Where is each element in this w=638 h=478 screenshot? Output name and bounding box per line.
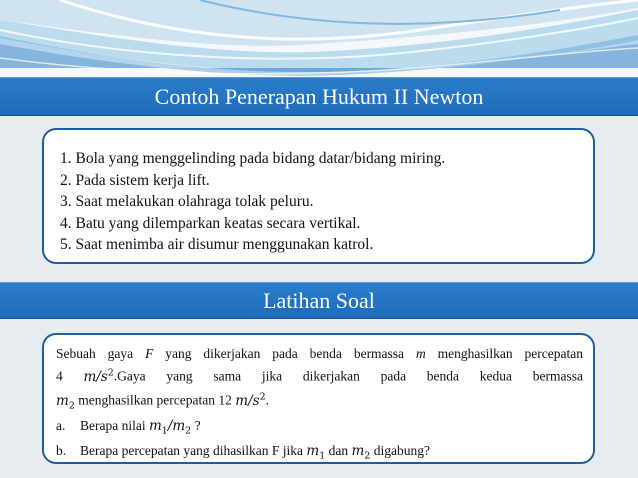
question-a: a. Berapa nilai $m_1/m_2$ ? bbox=[56, 417, 201, 437]
exercise-title: Latihan Soal bbox=[263, 287, 375, 313]
decorative-swoosh bbox=[0, 0, 638, 80]
page-title: Contoh Penerapan Hukum II Newton bbox=[154, 83, 484, 109]
list-item: 3. Saat melakukan olahraga tolak peluru. bbox=[60, 193, 314, 210]
mass-ratio: $m_1/m_2$ bbox=[148, 417, 192, 437]
question-b: b. Berapa percepatan yang dihasilkan F jika $m_1$ dan $m_2$ digabung? bbox=[56, 443, 430, 462]
exercise-banner bbox=[0, 282, 638, 319]
list-item: 4. Batu yang dilemparkan keatas secara vertikal. bbox=[60, 214, 361, 232]
problem-line-2: 4 $m/s^2.Gaya$ yang sama jika dikerjakan pada benda kedua bermassa bbox=[56, 367, 583, 385]
title-banner bbox=[0, 77, 638, 116]
mass-m1: $m_1$ bbox=[306, 443, 326, 462]
unit-acceleration: $m/s^2$ bbox=[83, 367, 114, 385]
list-item: 5. Saat menimba air disumur menggunakan katrol. bbox=[60, 236, 374, 253]
exercise-card bbox=[42, 333, 595, 464]
examples-card bbox=[42, 128, 595, 264]
problem-line-1: Sebuah gaya F yang dikerjakan pada benda bermassa m menghasilkan percepatan bbox=[56, 346, 584, 361]
unit-acceleration: $m/s^2$ bbox=[235, 391, 266, 409]
list-item: 1. Bola yang menggelinding pada bidang datar/bidang miring. bbox=[60, 150, 446, 167]
mass-m2: $m_2$ bbox=[351, 443, 371, 462]
list-item: 2. Pada sistem kerja lift. bbox=[60, 171, 210, 189]
problem-line-3: $m_2$ menghasilkan percepatan 12 $m/s^2$. bbox=[56, 391, 269, 412]
mass-m2: $m_2$ bbox=[56, 392, 75, 412]
